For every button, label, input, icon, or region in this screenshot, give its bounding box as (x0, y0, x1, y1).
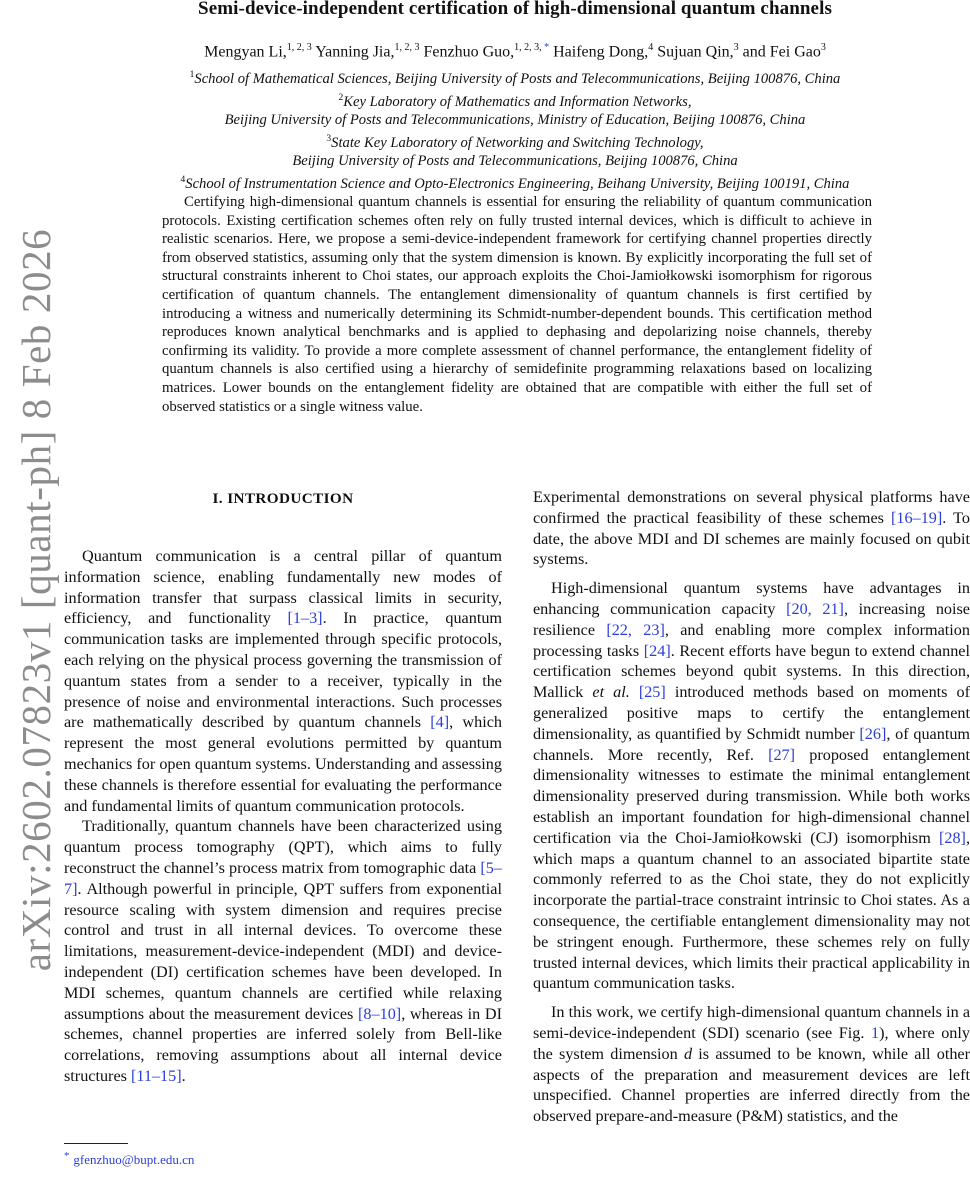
author-name: Fenzhuo Guo, (419, 43, 515, 61)
footnote (64, 1150, 194, 1168)
affiliation-marker: 2 (338, 92, 344, 103)
affiliation-marker: 4 (180, 175, 186, 186)
citation-link[interactable]: [20, 21] (786, 599, 844, 618)
citation-link[interactable]: [26] (859, 724, 887, 743)
body-paragraph: Traditionally, quantum channels have been characterized using quantum process tomography (QPT), which aims to fully reconstruct the channel’s process matrix from tomographic data [5–7]. Although powerful in principle, QPT suffers from exponential resource scaling with system dimension and requires precise control and trust in all internal devices. To overcome these limitations, measurement-device-independent (MDI) and device-independent (DI) certification schemes have been developed. In MDI schemes, quantum channels are certified while relaxing assumptions about the measurement devices [8–10], whereas in DI schemes, channel properties are inferred solely from Bell-like correlations, removing assumptions about all internal device structures [11–15]. (64, 817, 503, 1085)
italic-text: et al. (592, 683, 630, 702)
affiliation-line: $^2$Key Laboratory of Mathematics and Information Networks, (338, 92, 692, 110)
citation-link[interactable]: [4] (430, 713, 450, 732)
body-paragraph: Experimental demonstrations on several physical platforms have confirmed the practical feasibility of these schemes [16–19]. To date, the above MDI and DI schemes are mainly focused on qubit systems. (533, 488, 970, 569)
footnote-star: * (64, 1150, 70, 1162)
affiliation-line: $^1$School of Mathematical Sciences, Beijing University of Posts and Telecommunications, Beijing 100876, China (189, 70, 841, 87)
corresponding-author-star[interactable]: * (544, 42, 550, 53)
paper-title: Semi-device-independent certification of high-dimensional quantum channels (198, 0, 832, 19)
affiliation-marker: 1 (189, 70, 195, 80)
citation-link[interactable]: [5–7] (64, 858, 502, 898)
author-affil-marker: 1, 2, 3, * (514, 42, 550, 53)
body-paragraph: Quantum communication is a central pillar of quantum information science, enabling fundamentally new modes of information transfer that surpass classical limits in security, efficiency, and functionality [1–3]. In practice, quantum communication tasks are implemented through specific protocols, each relying on the physical process governing the transmission of quantum states from a sender to a receiver, typically in the presence of noise and environmental interactions. Such processes are mathematically described by quantum channels [4], which represent the most general evolutions permitted by quantum mechanics for open quantum systems. Understanding and assessing these channels is therefore essential for evaluating the performance and fundamental limits of quantum communication protocols. (64, 547, 502, 815)
italic-text: d (683, 1044, 693, 1063)
author-affil-marker: 1, 2, 3 (286, 42, 312, 53)
author-affil-marker: 3 (733, 42, 739, 53)
left-body (64, 546, 502, 1087)
body-paragraph: In this work, we certify high-dimensional quantum channels in a semi-device-independent (SDI) scenario (see Fig. 1), where only the system dimension d is assumed to be known, while all other aspects of the preparation and measurement devices are left unspecified. Channel properties are inferred directly from the observed prepare-and-measure (P&M) statistics, and the (533, 1003, 970, 1126)
author-name: Sujuan Qin, (653, 43, 734, 61)
citation-link[interactable]: [8–10] (358, 1004, 402, 1023)
citation-link[interactable]: [11–15] (130, 1066, 182, 1085)
affiliation-line: $^3$State Key Laboratory of Networking and Switching Technology, (326, 133, 704, 151)
affiliation-line: Beijing University of Posts and Telecommunications, Beijing 100876, China (292, 153, 738, 170)
author-affil-marker: 4 (648, 42, 654, 53)
citation-link[interactable]: [1–3] (287, 609, 323, 628)
author-name: Haifeng Dong, (549, 43, 649, 61)
citation-link[interactable]: [22, 23] (606, 620, 665, 639)
citation-link[interactable]: [27] (768, 745, 796, 764)
section-heading: I. INTRODUCTION (212, 490, 354, 507)
author-affil-marker: 3 (820, 42, 826, 53)
author-affil-marker: 1, 2, 3 (394, 42, 420, 53)
body-paragraph: High-dimensional quantum systems have advantages in enhancing communication capacity [20, 21], increasing noise resilience [22, 23], and enabling more complex information processing tasks [24]. Recent efforts have begun to extend channel certification schemes beyond qubit systems. In this direction, Mallick et al. [25] introduced methods based on moments of generalized positive maps to certify the entanglement dimensionality, as quantified by Schmidt number [26], of quantum channels. More recently, Ref. [27] proposed entanglement dimensionality witnesses to estimate the minimal entanglement dimensionality preserved during transmission. While both works establish an important foundation for high-dimensional channel certification via the Choi-Jamiołkowski (CJ) isomorphism [28], which maps a quantum channel to an associated bipartite state commonly referred to as the Choi state, they do not explicitly incorporate the partial-trace constraint intrinsic to Choi states. As a consequence, the certifiable entanglement dimensionality may not be stringent enough. Furthermore, these schemes rely on fully trusted internal devices, which limits their practical applicability in quantum communication tasks. (533, 579, 970, 993)
affiliation-line: $^4$School of Instrumentation Science and Opto-Electronics Engineering, Beihang University, Beijing 100191, China (180, 175, 850, 192)
citation-link[interactable]: [24] (643, 641, 671, 660)
citation-link[interactable]: 1 (871, 1023, 880, 1042)
right-body (533, 487, 970, 1127)
citation-link[interactable]: [28] (938, 828, 966, 847)
author-list (0, 42, 970, 61)
citation-link[interactable]: [16–19] (891, 508, 943, 527)
arxiv-stamp: arXiv:2602.07823v1 [quant-ph] 8 Feb 2026 (13, 228, 59, 972)
affiliation-list (0, 66, 970, 194)
left-column (64, 487, 502, 1087)
author-name: and Fei Gao (738, 43, 821, 61)
author-name: Yanning Jia, (311, 43, 395, 61)
footnote-email-link[interactable]: gfenzhuo@bupt.edu.cn (73, 1152, 195, 1168)
right-column (533, 487, 970, 1127)
footnote-rule (64, 1143, 128, 1144)
affiliation-line: Beijing University of Posts and Telecommunications, Ministry of Education, Beijing 100876, China (224, 112, 806, 129)
citation-link[interactable]: [25] (638, 683, 666, 702)
author-name: Mengyan Li, (204, 43, 287, 61)
affiliation-marker: 3 (326, 133, 332, 144)
abstract: Certifying high-dimensional quantum channels is essential for ensuring the reliability of quantum communication protocols. Existing certification schemes often rely on fully trusted internal devices, which is difficult to achieve in realistic scenarios. Here, we propose a semi-device-independent framework for certifying channel properties directly from observed statistics, assuming only that the system dimension is known. By explicitly incorporating the full set of structural constraints inherent to Choi states, our approach exploits the Choi-Jamiołkowski isomorphism for rigorous certification of quantum channels. The entanglement dimensionality of quantum channels is first certified by introducing a witness and numerically determining its Schmidt-number-dependent bounds. This certification method reproduces known analytical benchmarks and is applied to dephasing and depolarizing noise channels, thereby confirming its validity. To provide a more complete assessment of channel performance, the entanglement fidelity of quantum channels is also certified using a hierarchy of semidefinite programming relaxations based on localizing matrices. Lower bounds on the entanglement fidelity are obtained that are compatible with either the full set of observed statistics or a single witness value. (162, 194, 872, 415)
